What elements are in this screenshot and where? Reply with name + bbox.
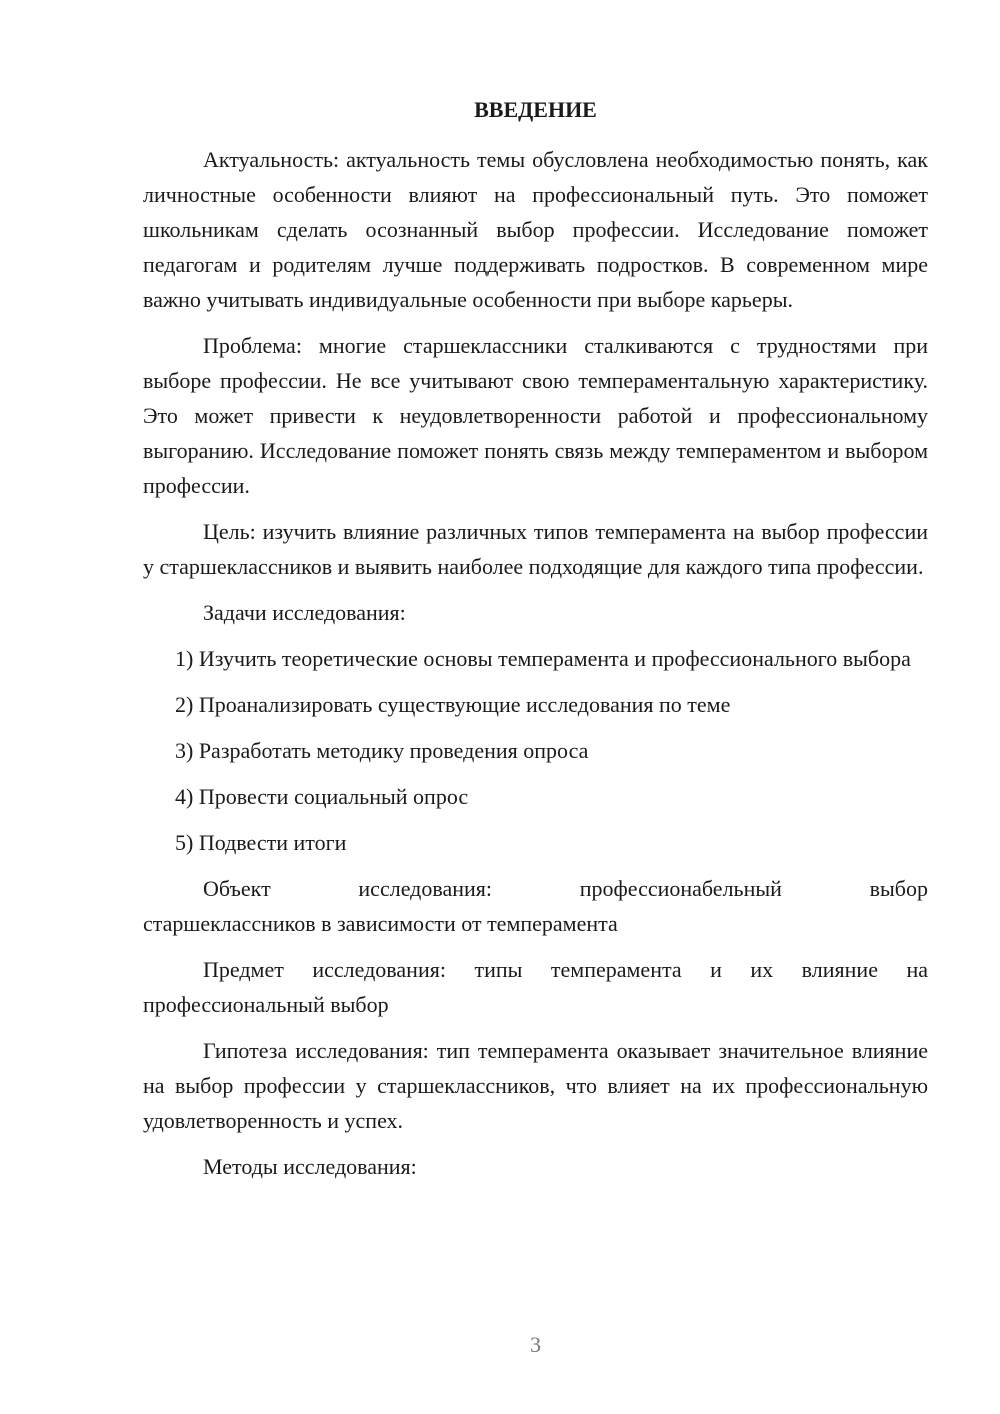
task-item-3: 3) Разработать методику проведения опроса	[175, 738, 589, 763]
object-paragraph-line2: старшеклассников в зависимости от темперамента	[143, 911, 618, 936]
section-title: ВВЕДЕНИЕ	[474, 97, 597, 122]
page-number: 3	[530, 1332, 541, 1357]
relevance-paragraph: Актуальность: актуальность темы обусловлена необходимостью понять, как личностные особенности влияют на профессиональный путь. Это поможет школьникам сделать осознанный выбор профессии. Исследование поможет педагогам и родителям лучше поддерживать подростков. В современном мире важно учитывать индивидуальные особенности при выборе карьеры.	[143, 147, 928, 312]
tasks-heading: Задачи исследования:	[203, 600, 406, 625]
task-item-2: 2) Проанализировать существующие исследования по теме	[175, 692, 731, 717]
problem-paragraph: Проблема: многие старшеклассники сталкиваются с трудностями при выборе профессии. Не все учитывают свою темпераментальную характеристику. Это может привести к неудовлетворенности работой и профессиональному выгоранию. Исследование поможет понять связь между темпераментом и выбором профессии.	[143, 333, 928, 498]
subject-paragraph: Предмет исследования: типы темперамента и их влияние на профессиональный выбор	[143, 957, 928, 1017]
document-page	[143, 92, 928, 1195]
hypothesis-paragraph: Гипотеза исследования: тип темперамента оказывает значительное влияние на выбор профессии у старшеклассников, что влияет на их профессиональную удовлетворенность и успех.	[143, 1038, 928, 1133]
task-item-4: 4) Провести социальный опрос	[175, 784, 469, 809]
goal-paragraph: Цель: изучить влияние различных типов темперамента на выбор профессии у старшеклассников и выявить наиболее подходящие для каждого типа профессии.	[143, 519, 928, 579]
methods-heading: Методы исследования:	[203, 1154, 417, 1179]
task-item-1: 1) Изучить теоретические основы темперамента и профессионального выбора	[175, 646, 911, 671]
object-paragraph-line1: Объект исследования: профессионабельный выбор	[203, 876, 928, 901]
task-item-5: 5) Подвести итоги	[175, 830, 347, 855]
